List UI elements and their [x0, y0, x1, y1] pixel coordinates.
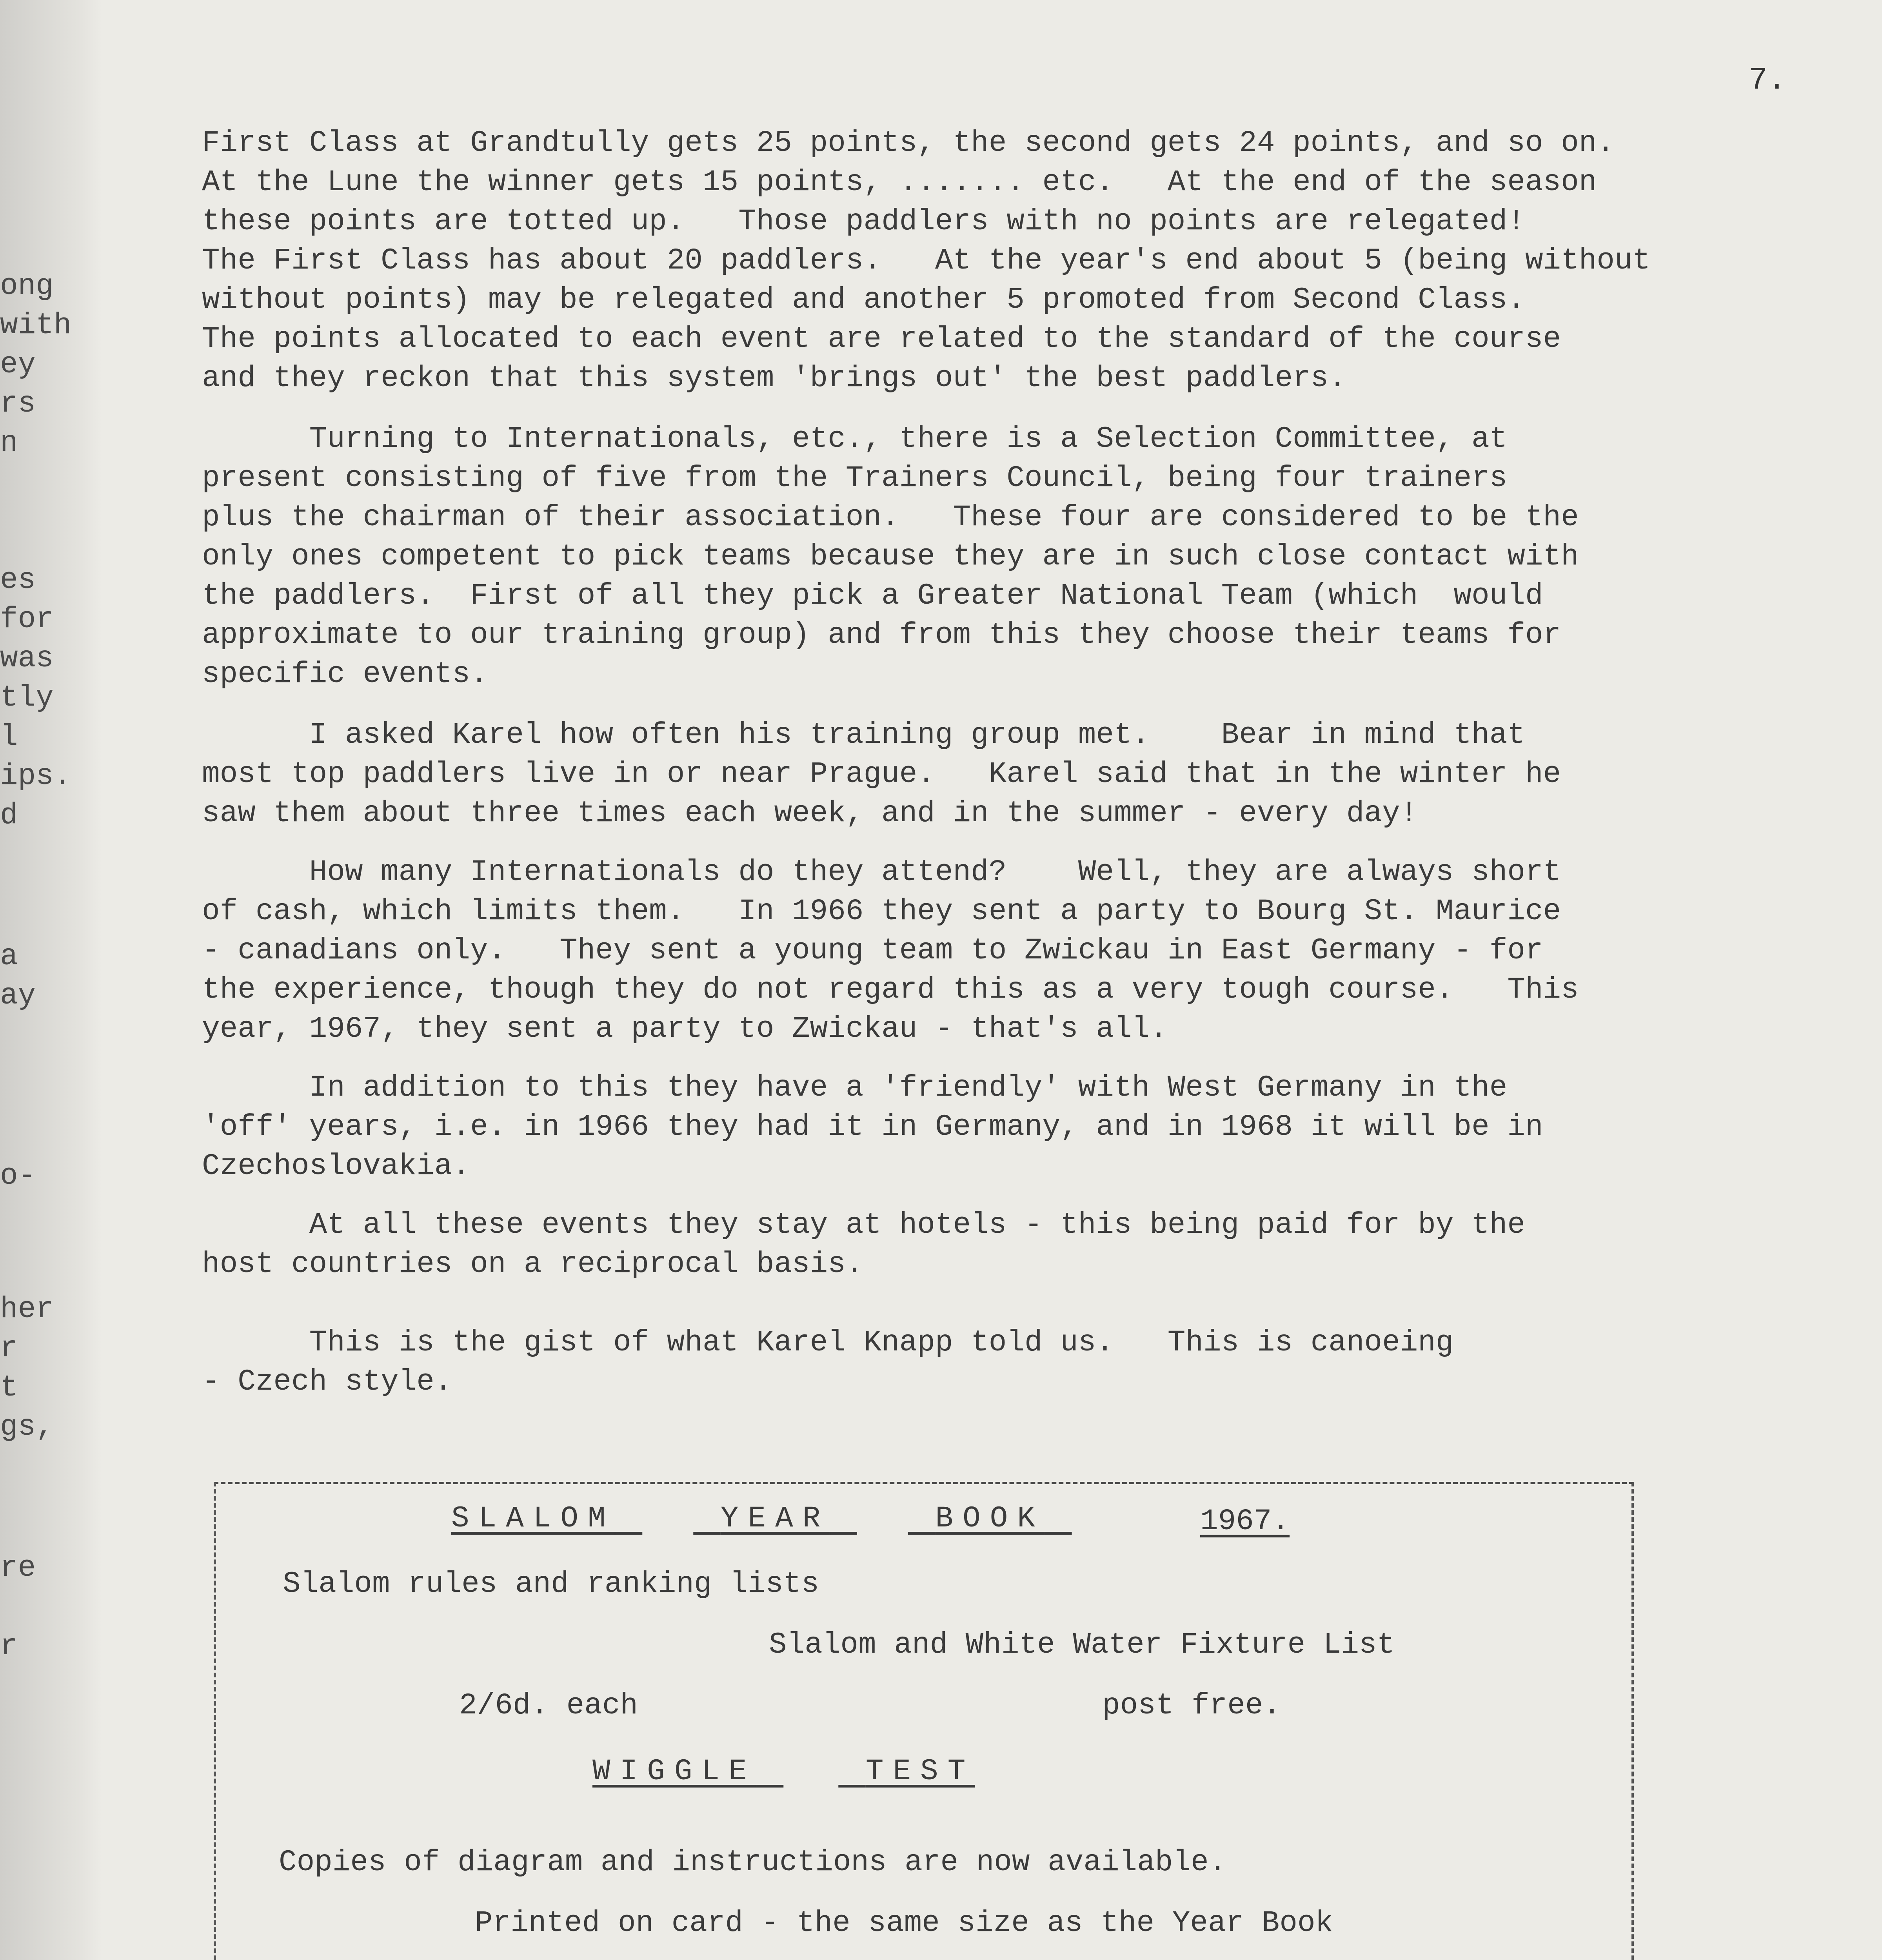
text-line: Turning to Internationals, etc., there is a Selection Committee, at [202, 422, 1508, 456]
text-line: plus the chairman of their association. These four are considered to be the [202, 501, 1579, 534]
text-line: - Czech style. [202, 1365, 452, 1399]
text-line: specific events. [202, 657, 488, 691]
paragraph-hotels [202, 1205, 1825, 1284]
margin-fragment: d [0, 799, 18, 832]
paragraph-friendly [202, 1068, 1825, 1186]
margin-fragment: ey [0, 348, 36, 381]
text-line: saw them about three times each week, and in the summer - every day! [202, 797, 1418, 830]
page-number: 7. [1749, 63, 1787, 98]
text-line: without points) may be relegated and another 5 promoted from Second Class. [202, 283, 1525, 317]
margin-fragment: o- [0, 1159, 36, 1193]
heading-year: 1967. [1200, 1504, 1290, 1538]
notice-line: Slalom and White Water Fixture List [769, 1628, 1395, 1662]
margin-fragment: her [0, 1292, 54, 1326]
margin-fragment: t [0, 1371, 18, 1405]
margin-fragment: ay [0, 979, 36, 1013]
paragraph-points-system [202, 123, 1825, 398]
text-line: the paddlers. First of all they pick a Greater National Team (which would [202, 579, 1543, 613]
margin-fragment: r [0, 1332, 18, 1365]
text-line: Czechoslovakia. [202, 1149, 470, 1183]
notice-line: Slalom rules and ranking lists [283, 1567, 819, 1601]
text-line: of cash, which limits them. In 1966 they sent a party to Bourg St. Maurice [202, 895, 1561, 928]
heading-word: BOOK [935, 1502, 1045, 1535]
text-line: these points are totted up. Those paddlers with no points are relegated! [202, 205, 1525, 238]
text-line: In addition to this they have a 'friendly' with West Germany in the [202, 1071, 1508, 1105]
text-line: the experience, though they do not regard this as a very tough course. This [202, 973, 1579, 1007]
paragraph-internationals [202, 853, 1825, 1049]
text-line: The First Class has about 20 paddlers. At the year's end about 5 (being without [202, 244, 1651, 278]
margin-fragment: re [0, 1551, 36, 1585]
notice-line: Copies of diagram and instructions are now available. [279, 1846, 1227, 1879]
margin-fragment: r [0, 1630, 18, 1663]
heading-word: SLALOM [451, 1502, 615, 1535]
notice-price: 2/6d. each [459, 1689, 638, 1722]
text-line: First Class at Grandtully gets 25 points, the second gets 24 points, and so on. [202, 126, 1615, 160]
heading-slalom-year-book [451, 1502, 1123, 1535]
text-line: host countries on a reciprocal basis. [202, 1247, 864, 1281]
text-line: How many Internationals do they attend? Well, they are always short [202, 855, 1561, 889]
margin-fragment: rs [0, 387, 36, 421]
paragraph-conclusion [202, 1323, 1825, 1401]
paragraph-training-group [202, 715, 1825, 833]
margin-fragment: gs, [0, 1410, 54, 1444]
notice-line: Printed on card - the same size as the Year Book [475, 1906, 1333, 1940]
notice-box [214, 1482, 1634, 1960]
text-line: and they reckon that this system 'brings out' the best paddlers. [202, 361, 1346, 395]
text-line: only ones competent to pick teams because they are in such close contact with [202, 540, 1579, 573]
margin-fragment: l [0, 720, 18, 754]
text-line: At all these events they stay at hotels - this being paid for by the [202, 1208, 1525, 1242]
text-line: I asked Karel how often his training group met. Bear in mind that [202, 718, 1525, 752]
margin-fragment: ips. [0, 759, 72, 793]
text-line: This is the gist of what Karel Knapp told us. This is canoeing [202, 1326, 1454, 1359]
paragraph-selection-committee [202, 419, 1825, 694]
margin-fragment: es [0, 563, 36, 597]
text-line: 'off' years, i.e. in 1966 they had it in Germany, and in 1968 it will be in [202, 1110, 1543, 1144]
heading-word: WIGGLE [592, 1755, 756, 1788]
margin-fragment: ong [0, 269, 54, 303]
heading-wiggle-test [592, 1755, 975, 1788]
text-line: approximate to our training group) and from this they choose their teams for [202, 618, 1561, 652]
margin-fragment: a [0, 940, 18, 973]
text-line: The points allocated to each event are related to the standard of the course [202, 322, 1561, 356]
margin-fragment: tly [0, 681, 54, 715]
text-line: year, 1967, they sent a party to Zwickau - that's all. [202, 1012, 1168, 1046]
notice-postage: post free. [1102, 1689, 1281, 1722]
margin-fragment: was [0, 642, 54, 675]
text-line: present consisting of five from the Trainers Council, being four trainers [202, 461, 1508, 495]
heading-word: YEAR [720, 1502, 830, 1535]
margin-fragment: for [0, 603, 54, 636]
text-line: - canadians only. They sent a young team to Zwickau in East Germany - for [202, 934, 1543, 967]
margin-fragment: n [0, 426, 18, 460]
text-line: At the Lune the winner gets 15 points, ....... etc. At the end of the season [202, 165, 1597, 199]
heading-word: TEST [865, 1755, 975, 1788]
margin-fragment: with [0, 309, 72, 342]
text-line: most top paddlers live in or near Prague. Karel said that in the winter he [202, 757, 1561, 791]
